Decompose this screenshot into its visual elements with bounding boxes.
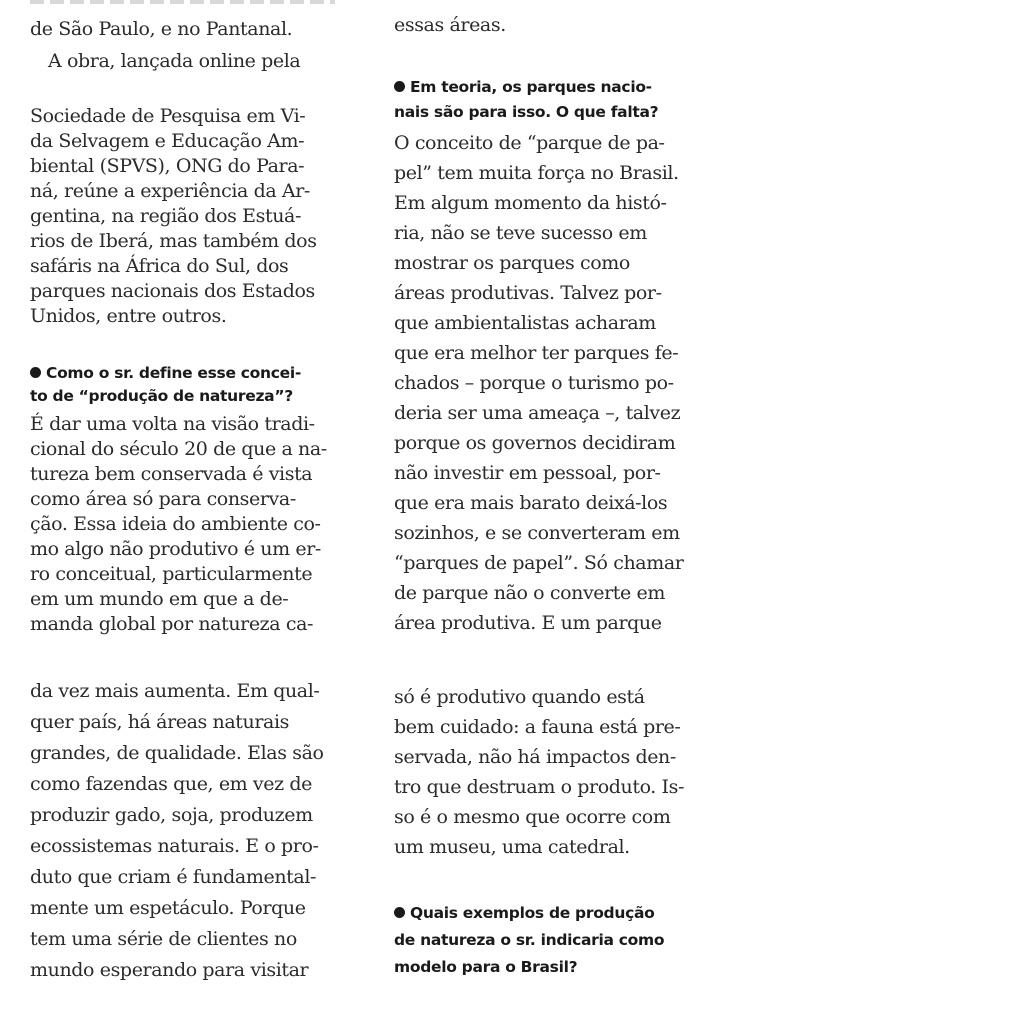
text-line: “parques de papel”. Só chamar (394, 552, 684, 574)
text-line: parques nacionais dos Estados (30, 280, 315, 302)
text-line: que era mais barato deixá-los (394, 492, 668, 514)
text-line: ecossistemas naturais. E o pro- (30, 835, 319, 857)
text-line: não investir em pessoal, por- (394, 462, 661, 484)
text-line: da vez mais aumenta. Em qual- (30, 680, 320, 702)
text-line: em um mundo em que a de- (30, 588, 289, 610)
text-line: duto que criam é fundamental- (30, 866, 317, 888)
text-line: A obra, lançada online pela (48, 50, 301, 72)
text-line: O conceito de “parque de pa- (394, 132, 665, 154)
text-line: manda global por natureza ca- (30, 613, 314, 635)
text-line: Em algum momento da histó- (394, 192, 667, 214)
text-line: so é o mesmo que ocorre com (394, 806, 671, 828)
text-line: safáris na África do Sul, dos (30, 255, 289, 277)
text-line: como área só para conserva- (30, 488, 296, 510)
bullet-icon (394, 81, 405, 92)
text-line: mundo esperando para visitar (30, 959, 309, 981)
text-line: biental (SPVS), ONG do Para- (30, 155, 305, 177)
text-line: produzir gado, soja, produzem (30, 804, 313, 826)
text-line: gentina, na região dos Estuá- (30, 205, 302, 227)
text-line: da Selvagem e Educação Am- (30, 130, 305, 152)
text-line: tem uma série de clientes no (30, 928, 297, 950)
text-line: rios de Iberá, mas também dos (30, 230, 317, 252)
text-line: quer país, há áreas naturais (30, 711, 290, 733)
text-line: só é produtivo quando está (394, 686, 645, 708)
text-line: cional do século 20 de que a na- (30, 438, 327, 460)
text-line: ro conceitual, particularmente (30, 563, 313, 585)
text-line: tro que destruam o produto. Is- (394, 776, 685, 798)
text-line: deria ser uma ameaça –, talvez (394, 402, 681, 424)
interview-question: de natureza o sr. indicaria como (394, 931, 665, 949)
text-line: que era melhor ter parques fe- (394, 342, 679, 364)
text-line: de São Paulo, e no Pantanal. (30, 18, 293, 40)
text-line: bem cuidado: a fauna está pre- (394, 716, 681, 738)
interview-question: nais são para isso. O que falta? (394, 103, 659, 121)
text-line: chados – porque o turismo po- (394, 372, 674, 394)
text-line: mente um espetáculo. Porque (30, 897, 306, 919)
text-line: porque os governos decidiram (394, 432, 676, 454)
text-line: ria, não se teve sucesso em (394, 222, 647, 244)
text-line: como fazendas que, em vez de (30, 773, 312, 795)
bullet-icon (394, 907, 405, 918)
text-line: essas áreas. (394, 14, 506, 36)
text-line: Sociedade de Pesquisa em Vi- (30, 105, 306, 127)
text-line: É dar uma volta na visão tradi- (30, 413, 315, 435)
text-line: que ambientalistas acharam (394, 312, 656, 334)
text-line: tureza bem conservada é vista (30, 463, 313, 485)
text-line: áreas produtivas. Talvez por- (394, 282, 662, 304)
top-rule (30, 0, 335, 4)
text-line: pel” tem muita força no Brasil. (394, 162, 679, 184)
text-line: mo algo não produtivo é um er- (30, 538, 321, 560)
text-line: ção. Essa ideia do ambiente co- (30, 513, 321, 535)
text-line: mostrar os parques como (394, 252, 630, 274)
text-line: servada, não há impactos den- (394, 746, 676, 768)
interview-question: to de “produção de natureza”? (30, 387, 293, 405)
bullet-icon (30, 367, 41, 378)
text-line: um museu, uma catedral. (394, 836, 630, 858)
text-line: de parque não o converte em (394, 582, 665, 604)
text-line: sozinhos, e se converteram em (394, 522, 680, 544)
text-line: ná, reúne a experiência da Ar- (30, 180, 310, 202)
text-line: área produtiva. E um parque (394, 612, 662, 634)
interview-question: Quais exemplos de produção (394, 902, 654, 924)
interview-question: Como o sr. define esse concei- (30, 362, 301, 384)
text-line: grandes, de qualidade. Elas são (30, 742, 324, 764)
interview-question: Em teoria, os parques nacio- (394, 76, 652, 98)
text-line: Unidos, entre outros. (30, 305, 227, 327)
interview-question: modelo para o Brasil? (394, 958, 578, 976)
